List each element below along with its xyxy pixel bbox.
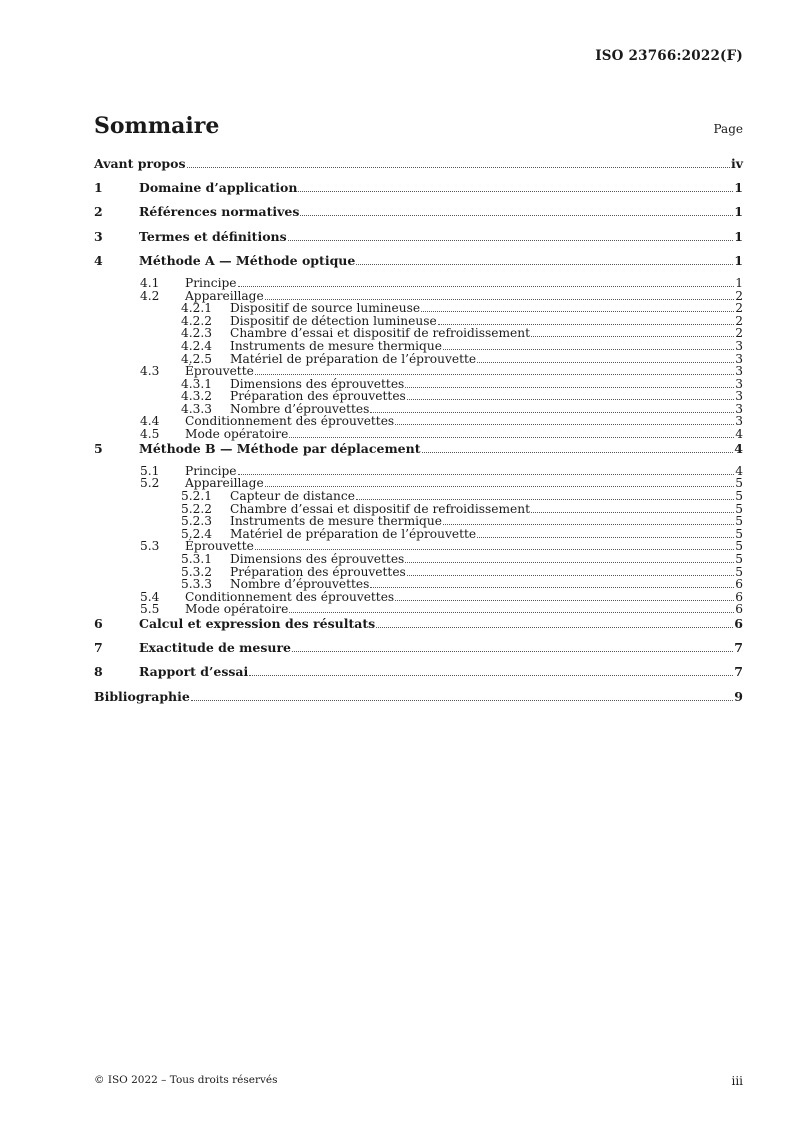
toc-entry-page: 5 [735,564,743,579]
toc-entry-title: Mode opératoire [185,602,289,617]
toc-entry-title: Principe [185,275,237,290]
toc-entry-number: 4.4 [140,414,160,429]
toc-entry[interactable] [94,515,743,528]
toc-entry-page: 4 [735,427,743,442]
dot-leader [300,215,733,216]
toc-entry-title: Dispositif de source lumineuse [230,301,421,316]
toc-entry-page: 6 [735,602,743,617]
toc-entry[interactable] [94,277,743,290]
dot-leader [255,549,734,550]
toc-entry-number: 1 [94,180,103,196]
toc-entry-number: 4.2.3 [181,326,213,341]
toc-entry-page: 6 [735,589,743,604]
toc-entry-number: 4.1 [140,275,160,290]
toc-entry-page: 9 [734,688,743,704]
dot-leader [395,600,734,601]
toc-entry-title: Rapport d’essai [139,664,249,680]
dot-leader [238,286,735,287]
toc-entry-page: 6 [735,577,743,592]
toc-entry-number: 3 [94,228,103,244]
toc-entry-page: 3 [735,414,743,429]
dot-leader [531,512,734,513]
toc-entry-page: 3 [735,376,743,391]
toc-entry[interactable] [94,603,743,616]
toc-entry-title: Chambre d’essai et dispositif de refroidissement [230,326,530,341]
dot-leader [407,399,734,400]
toc-entry-title: Matériel de préparation de l’éprouvette [230,351,477,366]
toc-entry-page: 3 [735,351,743,366]
toc-entry-title: Dimensions des éprouvettes [230,376,405,391]
dot-leader [356,499,734,500]
toc-entry[interactable] [94,180,743,204]
toc-entry-number: 4.3.2 [181,389,213,404]
toc-entry-number: 5.2.4 [181,526,213,541]
footer-page-number: iii [731,1074,743,1088]
toc-entry[interactable] [94,365,743,378]
toc-entry[interactable] [94,441,743,465]
dot-leader [443,524,734,525]
toc-entry-page: 5 [735,539,743,554]
toc-entry[interactable] [94,204,743,228]
toc-entry-title: Éprouvette [185,364,254,379]
toc-entry-page: 3 [735,338,743,353]
toc-entry-title: Appareillage [185,476,264,491]
toc-entry-title: Calcul et expression des résultats [139,615,376,631]
toc-entry-title: Instruments de mesure thermique [230,338,442,353]
dot-leader [249,675,733,676]
toc-entry-title: Bibliographie [94,688,190,704]
toc-entry[interactable] [94,428,743,441]
toc-entry-number: 5.1 [140,463,160,478]
dot-leader [238,474,735,475]
toc-entry[interactable] [94,156,743,180]
toc-entry-title: Nombre d’éprouvettes [230,577,370,592]
dot-leader [421,311,734,312]
toc-entry-number: 5.2 [140,476,160,491]
toc-entry-number: 4.2 [140,288,160,303]
toc-entry-title: Matériel de préparation de l’éprouvette [230,526,477,541]
toc-entry-page: 7 [734,640,743,656]
toc-entry-title: Exactitude de mesure [139,640,292,656]
toc-entry[interactable] [94,390,743,403]
toc-entry-title: Préparation des éprouvettes [230,564,406,579]
contents-heading-row [94,113,743,139]
toc-entry-number: 5.4 [140,589,160,604]
toc-entry-page: 1 [734,180,743,196]
dot-leader [187,167,730,168]
toc-entry-page: 2 [735,313,743,328]
toc-entry-title: Conditionnement des éprouvettes [185,589,395,604]
toc-entry-number: 4.3 [140,364,160,379]
toc-entry-number: 5 [94,440,103,456]
dot-leader [438,324,735,325]
dot-leader [191,700,733,701]
toc-entry-page: 1 [734,204,743,220]
toc-entry-number: 5.3.1 [181,552,213,566]
toc-entry-title: Chambre d’essai et dispositif de refroidissement [230,501,530,516]
toc-entry-number: 4.2.4 [181,338,213,353]
toc-entry-page: 6 [734,615,743,631]
contents-title: Sommaire [94,113,220,139]
toc-entry[interactable] [94,490,743,503]
toc-entry-title: Nombre d’éprouvettes [230,401,370,416]
toc-entry[interactable] [94,689,743,713]
toc-entry-number: 2 [94,204,103,220]
dot-leader [265,486,735,487]
toc-entry-page: iv [730,156,743,171]
page-footer [94,1074,743,1088]
toc-entry-number: 4.3.1 [181,376,213,391]
toc-entry-page: 2 [735,288,743,303]
toc-entry[interactable] [94,340,743,353]
page-column-label: Page [713,122,743,136]
copyright-notice: © ISO 2022 – Tous droits réservés [94,1074,278,1086]
toc-entry-number: 5.3.3 [181,577,213,592]
dot-leader [376,627,733,628]
toc-entry-number: 6 [94,615,103,631]
dot-leader [298,191,733,192]
dot-leader [422,452,734,453]
toc-entry-number: 4.2.1 [181,301,213,316]
toc-entry-page: 3 [735,364,743,379]
toc-entry-page: 4 [735,463,743,478]
toc-entry-title: Principe [185,463,237,478]
toc-entry-number: 4.5 [140,427,160,442]
toc-entry-title: Méthode A — Méthode optique [139,252,356,268]
toc-entry-title: Capteur de distance [230,489,355,504]
toc-entry-title: Méthode B — Méthode par déplacement [139,440,421,456]
dot-leader [289,437,734,438]
toc-entry-page: 1 [735,275,743,290]
toc-entry-number: 4 [94,252,103,268]
toc-entry-title: Éprouvette [185,539,254,554]
toc-entry-number: 5.2.2 [181,501,213,516]
toc-entry[interactable] [94,553,743,566]
dot-leader [370,587,734,588]
toc-entry[interactable] [94,640,743,664]
dot-leader [443,349,734,350]
table-of-contents [94,156,743,713]
dot-leader [292,651,733,652]
dot-leader [395,424,734,425]
dot-leader [370,412,734,413]
dot-leader [405,562,734,563]
toc-entry-page: 1 [734,228,743,244]
dot-leader [255,374,734,375]
document-code: ISO 23766:2022(F) [595,48,743,64]
toc-entry-page: 5 [735,476,743,491]
toc-entry-page: 5 [735,489,743,504]
toc-entry-page: 4 [734,440,743,456]
toc-entry-number: 5.3.2 [181,564,213,579]
toc-entry-title: Mode opératoire [185,427,289,442]
toc-entry-page: 5 [735,501,743,516]
toc-entry-title: Références normatives [139,204,300,220]
toc-entry-number: 5.2.3 [181,514,213,529]
toc-entry-title: Dispositif de détection lumineuse [230,313,437,328]
toc-entry-number: 7 [94,640,103,656]
dot-leader [265,299,735,300]
dot-leader [356,264,733,265]
toc-entry-title: Conditionnement des éprouvettes [185,414,395,429]
dot-leader [289,612,734,613]
toc-entry-page: 2 [735,301,743,316]
toc-entry-number: 5.5 [140,602,160,617]
toc-entry-page: 7 [734,664,743,680]
dot-leader [477,537,734,538]
toc-entry-title: Préparation des éprouvettes [230,389,406,404]
dot-leader [288,240,734,241]
dot-leader [407,575,734,576]
dot-leader [531,336,734,337]
toc-entry-page: 3 [735,389,743,404]
toc-entry-number: 4.2.2 [181,313,213,328]
toc-entry-title: Instruments de mesure thermique [230,514,442,529]
toc-entry-page: 5 [735,526,743,541]
toc-entry[interactable] [94,253,743,277]
toc-entry-title: Appareillage [185,288,264,303]
toc-entry-page: 3 [735,401,743,416]
toc-entry-number: 4.3.3 [181,401,213,416]
toc-entry[interactable] [94,229,743,253]
toc-entry[interactable] [94,664,743,688]
toc-entry-title: Avant propos [94,156,186,171]
dot-leader [477,362,734,363]
toc-entry-page: 1 [734,252,743,268]
toc-entry-number: 4.2.5 [181,351,213,366]
toc-entry-title: Dimensions des éprouvettes [230,552,405,566]
toc-entry-number: 8 [94,664,103,680]
toc-entry-page: 5 [735,552,743,566]
toc-entry[interactable] [94,616,743,640]
toc-entry-page: 2 [735,326,743,341]
toc-entry-page: 5 [735,514,743,529]
dot-leader [405,387,734,388]
toc-entry-title: Termes et définitions [139,228,287,244]
toc-entry[interactable] [94,302,743,315]
toc-entry-number: 5.2.1 [181,489,213,504]
toc-entry-title: Domaine d’application [139,180,298,196]
toc-entry[interactable] [94,578,743,591]
toc-entry-number: 5.3 [140,539,160,554]
